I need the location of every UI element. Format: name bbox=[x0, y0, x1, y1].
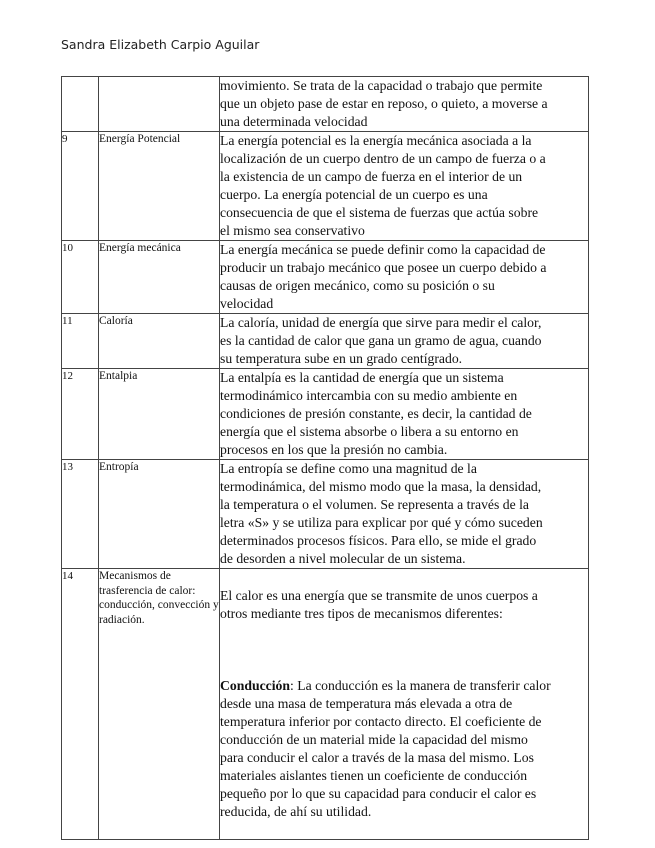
definition-cell: La energía potencial es la energía mecánica asociada a la localización de un cuerpo dentro de un campo de fuerza o a la existencia de un campo de fuerza en el interior de un cuerpo. La energía potencial de un cuerpo es una consecuencia de que el sistema de fuerzas que actúa sobre el mismo sea conservativo bbox=[220, 132, 589, 241]
table-row bbox=[62, 241, 589, 314]
row-number-cell: 14 bbox=[62, 569, 99, 840]
table-row bbox=[62, 460, 589, 569]
table-row bbox=[62, 77, 589, 132]
concept-cell bbox=[99, 77, 220, 132]
conduction-subhead: Conducción bbox=[220, 678, 290, 693]
concept-cell: Energía mecánica bbox=[99, 241, 220, 314]
concept-cell: Caloría bbox=[99, 314, 220, 369]
definition-cell: La energía mecánica se puede definir como la capacidad de producir un trabajo mecánico que posee un cuerpo debido a causas de origen mecánico, como su posición o su velocidad bbox=[220, 241, 589, 314]
table-row bbox=[62, 132, 589, 241]
concept-cell: Entropía bbox=[99, 460, 220, 569]
concept-cell: Energía Potencial bbox=[99, 132, 220, 241]
definition-cell: La entropía se define como una magnitud de la termodinámica, del mismo modo que la masa, la densidad, la temperatura o el volumen. Se representa a través de la letra «S» y se utiliza para explicar por qué y cómo suceden determinados procesos físicos. Para ello, se mide el grado de desorden a nivel molecular de un sistema. bbox=[220, 460, 589, 569]
row-number-cell: 13 bbox=[62, 460, 99, 569]
table-row bbox=[62, 369, 589, 460]
page-header-author: Sandra Elizabeth Carpio Aguilar bbox=[61, 37, 260, 52]
conduction-paragraph bbox=[220, 677, 588, 821]
row-number-cell bbox=[62, 77, 99, 132]
table-row bbox=[62, 569, 589, 840]
row-number-cell: 9 bbox=[62, 132, 99, 241]
definitions-table bbox=[61, 76, 589, 840]
row-number-cell: 10 bbox=[62, 241, 99, 314]
row-number-cell: 12 bbox=[62, 369, 99, 460]
definition-cell: La entalpía es la cantidad de energía que un sistema termodinámico intercambia con su medio ambiente en condiciones de presión constante, es decir, la cantidad de energía que el sistema absorbe o libera a su entorno en procesos en los que la presión no cambia. bbox=[220, 369, 589, 460]
heat-transfer-intro: El calor es una energía que se transmite de unos cuerpos a otros mediante tres tipos de mecanismos diferentes: bbox=[220, 588, 538, 621]
conduction-text: : La conducción es la manera de transferir calor desde una masa de temperatura más elevada a otra de temperatura inferior por contacto directo. El coeficiente de conducción de un material mide la capacidad del mismo para conducir el calor a través de la masa del mismo. Los materiales aislantes tienen un coeficiente de conducción pequeño por lo que su capacidad para conducir el calor es reducida, de ahí su utilidad. bbox=[220, 678, 551, 819]
concept-cell: Entalpia bbox=[99, 369, 220, 460]
row-number-cell: 11 bbox=[62, 314, 99, 369]
definition-cell: La caloría, unidad de energía que sirve para medir el calor, es la cantidad de calor que gana un gramo de agua, cuando su temperatura sube en un grado centígrado. bbox=[220, 314, 589, 369]
definition-cell: movimiento. Se trata de la capacidad o trabajo que permite que un objeto pase de estar en reposo, o quieto, a moverse a una determinada velocidad bbox=[220, 77, 589, 132]
concept-cell: Mecanismos de trasferencia de calor: conducción, convección y radiación. bbox=[99, 569, 220, 840]
table-row bbox=[62, 314, 589, 369]
definition-cell bbox=[220, 569, 589, 840]
